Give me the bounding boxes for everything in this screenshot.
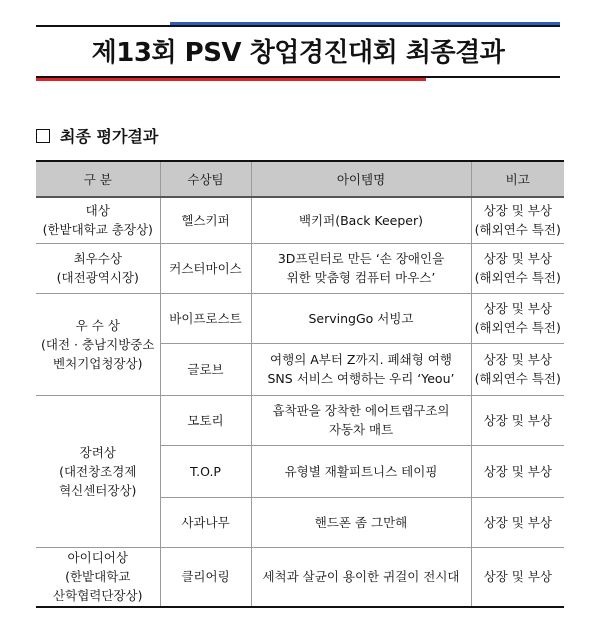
section-heading-label: 최종 평가결과 bbox=[60, 127, 159, 146]
team-name: 바이프로스트 bbox=[160, 293, 251, 343]
checkbox-square-icon bbox=[36, 129, 50, 143]
header-note: 비고 bbox=[471, 161, 564, 197]
note: 상장 및 부상 (해외연수 특전) bbox=[471, 293, 564, 343]
note: 상장 및 부상 (해외연수 특전) bbox=[471, 243, 564, 293]
note: 상장 및 부상 bbox=[471, 395, 564, 445]
item-name: 3D프린터로 만든 ‘손 장애인을 위한 맞춤형 컴퓨터 마우스’ bbox=[251, 243, 471, 293]
table-header-row bbox=[36, 161, 564, 197]
team-name: T.O.P bbox=[160, 445, 251, 497]
note: 상장 및 부상 bbox=[471, 497, 564, 547]
award-category: 대상 (한밭대학교 총장상) bbox=[36, 197, 160, 243]
team-name: 헬스키퍼 bbox=[160, 197, 251, 243]
item-name: 유형별 재활피트니스 테이핑 bbox=[251, 445, 471, 497]
note: 상장 및 부상 (해외연수 특전) bbox=[471, 197, 564, 243]
award-category: 우 수 상 (대전 · 충남지방중소 벤처기업청장상) bbox=[36, 293, 160, 395]
section-heading bbox=[36, 124, 158, 147]
team-name: 모토리 bbox=[160, 395, 251, 445]
award-category: 최우수상 (대전광역시장) bbox=[36, 243, 160, 293]
award-category: 장려상 (대전창조경제 혁신센터장상) bbox=[36, 395, 160, 547]
note: 상장 및 부상 bbox=[471, 547, 564, 607]
table-row bbox=[36, 293, 564, 343]
team-name: 사과나무 bbox=[160, 497, 251, 547]
item-name: ServingGo 서빙고 bbox=[251, 293, 471, 343]
team-name: 커스터마이스 bbox=[160, 243, 251, 293]
title-bottom-accent-rule bbox=[36, 78, 426, 81]
team-name: 글로브 bbox=[160, 343, 251, 395]
header-item: 아이템명 bbox=[251, 161, 471, 197]
award-category: 아이디어상 (한밭대학교 산학협력단장상) bbox=[36, 547, 160, 607]
item-name: 백키퍼(Back Keeper) bbox=[251, 197, 471, 243]
note: 상장 및 부상 (해외연수 특전) bbox=[471, 343, 564, 395]
table-row bbox=[36, 197, 564, 243]
item-name: 흡착판을 장착한 에어트랩구조의 자동차 매트 bbox=[251, 395, 471, 445]
team-name: 클리어링 bbox=[160, 547, 251, 607]
table-row bbox=[36, 395, 564, 445]
table-row bbox=[36, 243, 564, 293]
results-table bbox=[36, 160, 564, 608]
item-name: 여행의 A부터 Z까지. 폐쇄형 여행 SNS 서비스 여행하는 우리 ‘Yeou’ bbox=[251, 343, 471, 395]
item-name: 세척과 살균이 용이한 귀걸이 전시대 bbox=[251, 547, 471, 607]
title-top-rule bbox=[36, 25, 560, 27]
header-team: 수상팀 bbox=[160, 161, 251, 197]
item-name: 핸드폰 좀 그만해 bbox=[251, 497, 471, 547]
page-title: 제13회 PSV 창업경진대회 최종결과 bbox=[91, 38, 505, 68]
table-row bbox=[36, 547, 564, 607]
note: 상장 및 부상 bbox=[471, 445, 564, 497]
header-category: 구 분 bbox=[36, 161, 160, 197]
